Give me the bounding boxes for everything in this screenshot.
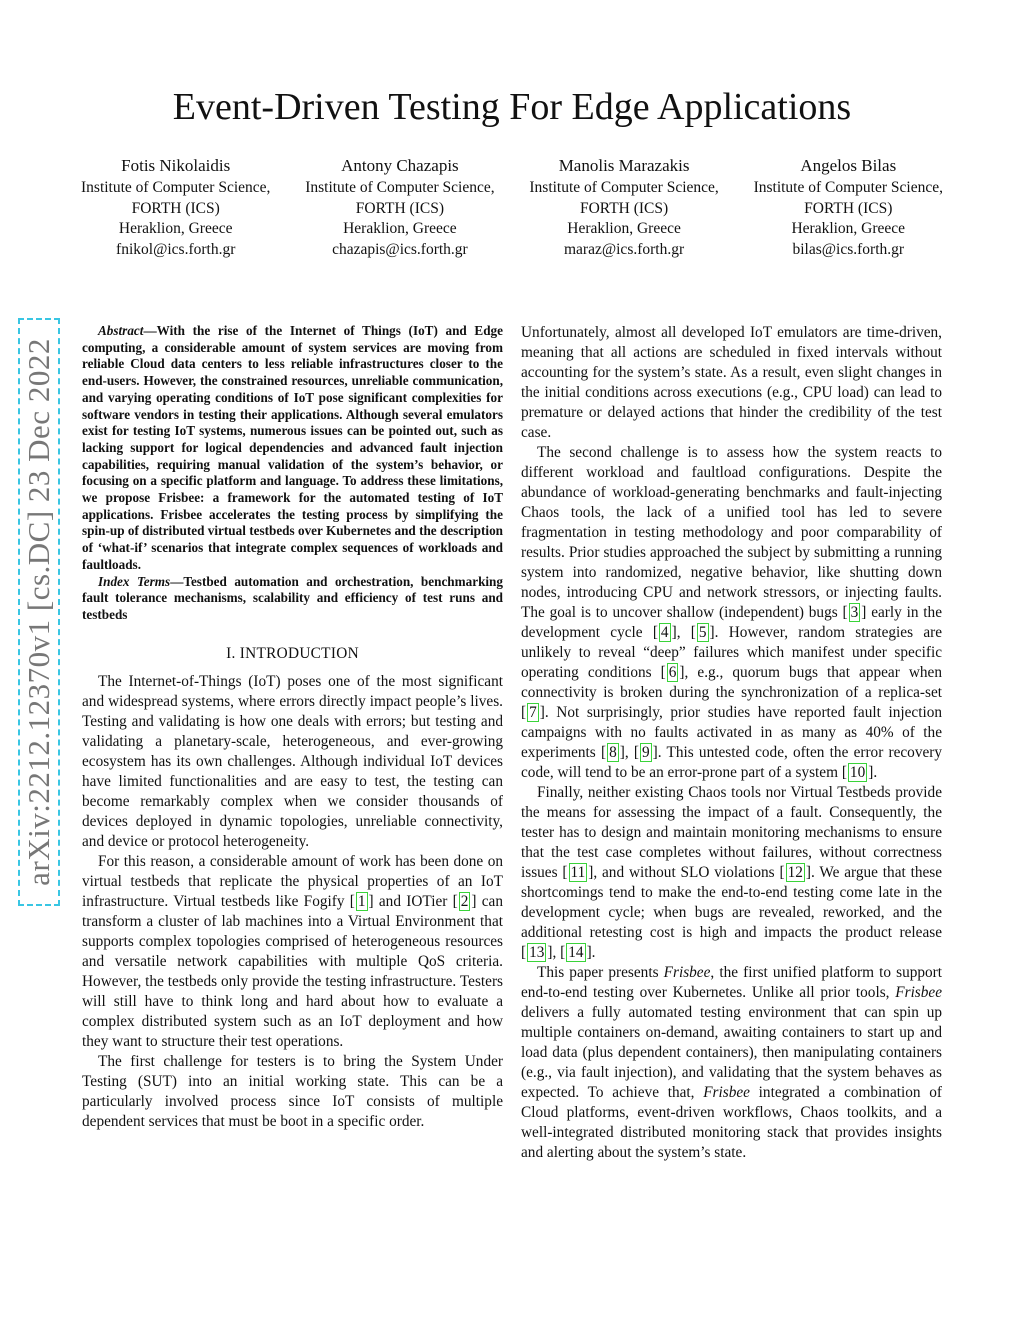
paragraph-text: integrated a combination of Cloud platforms, event-driven workflows, Chaos toolkits, and a well-integrated distributed monitoring stack that provides insights and alerting about the system’s state.	[521, 1084, 943, 1161]
author-location: Heraklion, Greece	[567, 220, 681, 237]
author-email[interactable]: fnikol@ics.forth.gr	[116, 240, 236, 258]
citation-link[interactable]: 1	[357, 892, 366, 910]
right-column	[521, 323, 942, 1163]
paragraph-text: . We argue that these shortcomings tend to make the end-to-end testing come late in the development cycle; when bugs are revealed, reworked, and the additional retesting cost is high and impacts the product release	[521, 864, 943, 941]
author-name: Antony Chazapis	[341, 156, 459, 175]
paragraph-text: , and without SLO violations	[593, 864, 775, 881]
author-location: Heraklion, Greece	[791, 220, 906, 237]
citation-link[interactable]: 6	[668, 664, 677, 681]
paragraph-text: and IOTier	[378, 892, 448, 910]
author-location: Heraklion, Greece	[118, 220, 233, 237]
paragraph: Finally, neither existing Chaos tools nor Virtual Testbeds provide the means for assessing the impact of a fault. Consequently, the tester has to design and maintain monitoring mechanisms to ensure that the test case completes without failures, without correctness issues [ 11 ], and without SLO violations [ 12 ]. We argue that these shortcomings tend to make the end-to-end testing come late in the development cycle; when bugs are revealed, reworked, and the additional retesting cost is high and impacts the product release [ 13 ], [ 14 ].	[521, 784, 943, 961]
citation-link[interactable]: 7	[529, 704, 537, 721]
arxiv-stamp[interactable]	[18, 318, 60, 906]
author-card	[754, 154, 943, 260]
paragraph	[521, 323, 942, 443]
paragraph-text: This paper presents	[537, 964, 659, 981]
paragraph-text: . However, random strategies are unlikely to reveal “deep” failures which manifest under specific operating conditions	[521, 624, 942, 681]
section-heading-introduction	[82, 644, 503, 664]
citation-link[interactable]: 2	[460, 892, 469, 910]
abstract-lead: Abstract	[98, 323, 144, 338]
citation-link[interactable]: 3	[850, 604, 859, 621]
index-terms	[82, 574, 503, 624]
index-terms-text: —Testbed automation and orchestration, benchmarking fault tolerance mechanisms, scalability and efficiency of test runs and testbeds	[82, 573, 503, 622]
paragraph	[82, 1052, 503, 1132]
paragraph-text: The Internet-of-Things (IoT) poses one of the most significant and widespread systems, where errors directly impact people’s lives. Testing and validating is how one deals with errors; but testing and validating a planetary-scale, heterogeneous, and ever-growing ecosystem has its own challenges. Although individual IoT devices have limited functionalities and are easy to test, the testing can become remarkably complex when we consider thousands of devices deployed in dynamic topologies, unreliable connectivity, and device or protocol heterogeneity.	[82, 672, 503, 850]
paragraph	[82, 672, 503, 852]
citation-link[interactable]: 4	[660, 624, 669, 641]
author-email[interactable]: bilas@ics.forth.gr	[792, 240, 905, 258]
section-title-initial: I	[239, 644, 246, 662]
paragraph: For this reason, a considerable amount of work has been done on virtual testbeds that replicate the physical properties of an IoT infrastructure. Virtual testbeds like Fogify [ 1 ] and IOTier [ 2 ] can transform a cluster of lab machines into a Virtual Environment that supports complex topologies comprised of heterogeneous resources and versatile network capabilities with multiple QoS criteria. However, the testbeds only provide the testing infrastructure. Testers will still have to think long and hard about how to evaluate a complex distributed system such as an IoT deployment and how they want to structure their test operations.	[82, 852, 503, 1050]
author-email[interactable]: maraz@ics.forth.gr	[564, 240, 685, 258]
author-name: Fotis Nikolaidis	[121, 156, 231, 175]
frisbee-name: Frisbee	[895, 984, 942, 1001]
author-org: FORTH (ICS)	[355, 199, 444, 217]
paragraph-text: early in the development cycle	[521, 604, 942, 641]
author-card	[305, 154, 494, 260]
paragraph-text: For this reason, a considerable amount of work has been done on virtual testbeds that replicate the physical properties of an IoT infrastructure. Virtual testbeds like Fogify	[82, 852, 503, 910]
citation-link[interactable]: 5	[698, 624, 707, 641]
paragraph-text: ,	[624, 744, 629, 761]
author-card	[81, 154, 270, 260]
paragraph-text: The second challenge is to assess how the system reacts to different workload and faultload configurations. Despite the abundance of workload-generating benchmarks and fault-injecting Chaos tools, the lack of a unified tool has led to severe fragmentation in testing methodology and poor comparability of results. Prior studies approached the subject by submitting a running system into randomized, negative behavior, like shutting down nodes, introducing CPU and network stressors, or injecting faults. The goal is to uncover shallow (independent) bugs	[521, 444, 942, 621]
paragraph-text: ,	[676, 624, 681, 641]
citation-link[interactable]: 10	[849, 764, 866, 781]
paragraph-text: .	[591, 944, 596, 961]
author-org: FORTH (ICS)	[804, 199, 893, 217]
index-terms-lead: Index Terms	[98, 573, 171, 589]
paragraph-text: Finally, neither existing Chaos tools nor Virtual Testbeds provide the means for assessing the impact of a fault. Consequently, the tester has to design and maintain monitoring mechanisms to ensure that the test case completes without failures, without correctness issues	[521, 784, 942, 881]
author-institute: Institute of Computer Science,	[529, 179, 719, 196]
citation-link[interactable]: 8	[609, 744, 617, 761]
author-card	[529, 154, 718, 260]
author-institute: Institute of Computer Science,	[305, 179, 495, 196]
section-number: I.	[226, 644, 236, 662]
author-name: Manolis Marazakis	[558, 156, 690, 175]
author-block	[81, 154, 943, 260]
arxiv-stamp-text: arXiv:2212.12370v1 [cs.DC] 23 Dec 2022	[21, 338, 57, 886]
paragraph-text: can transform a cluster of lab machines into a Virtual Environment that supports complex topologies comprised of heterogeneous resources and versatile network capabilities with multiple QoS criteria. However, the testbeds only provide the testing infrastructure. Testers will still have to think long and hard about how to evaluate a complex distributed system such as an IoT deployment and how they want to structure their test operations.	[82, 892, 503, 1050]
author-email[interactable]: chazapis@ics.forth.gr	[332, 240, 468, 258]
author-institute: Institute of Computer Science,	[81, 179, 271, 196]
paragraph-text: , e.g., quorum bugs that appear when connectivity is broken during the synchronization of a replica-set	[521, 664, 942, 701]
section-title-rest: NTRODUCTION	[245, 644, 359, 662]
author-org: FORTH (ICS)	[131, 199, 220, 217]
paragraph-text: .	[873, 764, 878, 781]
author-org: FORTH (ICS)	[579, 199, 669, 217]
citation-link[interactable]: 11	[570, 864, 586, 881]
author-institute: Institute of Computer Science,	[753, 179, 943, 196]
citation-link[interactable]: 9	[641, 744, 650, 761]
paragraph-text: delivers a fully automated testing environment that can spin up multiple containers on-demand, awaiting containers to start up and load data (plus dependent containers), then manipulating containers (e.g., via fault injection), and validating that the system behaves as expected. To achieve that,	[521, 1004, 942, 1101]
paragraph-text: Unfortunately, almost all developed IoT emulators are time-driven, meaning that all actions are scheduled in fixed intervals without accounting for the system’s state. As a result, even slight changes in the initial conditions across executions (e.g., CPU load) can lead to premature or delayed actions that hinder the credibility of the test case.	[521, 324, 942, 441]
author-location: Heraklion, Greece	[343, 220, 457, 237]
abstract-text: —With the rise of the Internet of Things (IoT) and Edge computing, a considerable amount of system services are moving from reliable Cloud data centers to less reliable infrastructures closer to the end-users. However, the constrained resources, unreliable communication, and varying operating conditions of IoT pose significant complexities for software vendors in testing their applications. Although several emulators exist for testing IoT systems, numerous issues can be pointed out, such as lacking support for logical dependencies and advanced fault injection capabilities, requiring manual validation of the system’s behavior, or focusing on a specific platform and language. To address these limitations, we propose Frisbee: a framework for the automated testing of IoT applications. Frisbee accelerates the testing process by simplifying the spin-up of distributed virtual testbeds over Kubernetes and the description of ‘what-if’ scenarios that integrate complex sequences of workloads and faultloads.	[82, 323, 503, 572]
frisbee-name: Frisbee	[663, 964, 711, 981]
paragraph-text: . Not surprisingly, prior studies have reported fault injection campaigns with no faults activated in as many as 40% of the experiments	[521, 704, 942, 761]
paragraph-text: The first challenge for testers is to bring the System Under Testing (SUT) into an initial working state. This can be a particularly involved process since IoT consists of multiple dependent services that must be boot in a specific order.	[82, 1052, 503, 1130]
paragraph-text: , the first unified platform to support end-to-end testing over Kubernetes. Unlike all prior tools,	[521, 964, 943, 1001]
citation-link[interactable]: 14	[568, 944, 584, 961]
citation-link[interactable]: 12	[787, 864, 803, 881]
paragraph-text: ,	[552, 944, 557, 961]
paper-title: Event-Driven Testing For Edge Applications	[172, 86, 852, 128]
paragraph-text: . This untested code, often the error recovery code, will tend to be an error-prone part of a system	[521, 744, 943, 781]
abstract	[82, 323, 503, 574]
paragraph	[521, 963, 942, 1163]
citation-link[interactable]: 13	[529, 944, 545, 961]
frisbee-name: Frisbee	[703, 1084, 750, 1101]
left-column	[82, 323, 503, 1132]
paragraph: The second challenge is to assess how the system reacts to different workload and faultload configurations. Despite the abundance of workload-generating benchmarks and fault-injecting Chaos tools, the lack of a unified tool has led to severe fragmentation in testing methodology and poor comparability of results. Prior studies approached the subject by submitting a running system into randomized, negative behavior, like shutting down nodes, introducing CPU and network stressors, or injecting faults. The goal is to uncover shallow (independent) bugs [ 3 ] early in the development cycle [ 4 ], [ 5 ]. However, random strategies are unlikely to reveal “deep” failures which manifest under specific operating conditions [ 6 ], e.g., quorum bugs that appear when connectivity is broken during the synchronization of a replica-set [ 7 ]. Not surprisingly, prior studies have reported fault injection campaigns with no faults activated in as many as 40% of the experiments [ 8 ], [ 9 ]. This untested code, often the error recovery code, will tend to be an error-prone part of a system [ 10 ].	[521, 444, 943, 781]
author-name: Angelos Bilas	[800, 156, 897, 175]
